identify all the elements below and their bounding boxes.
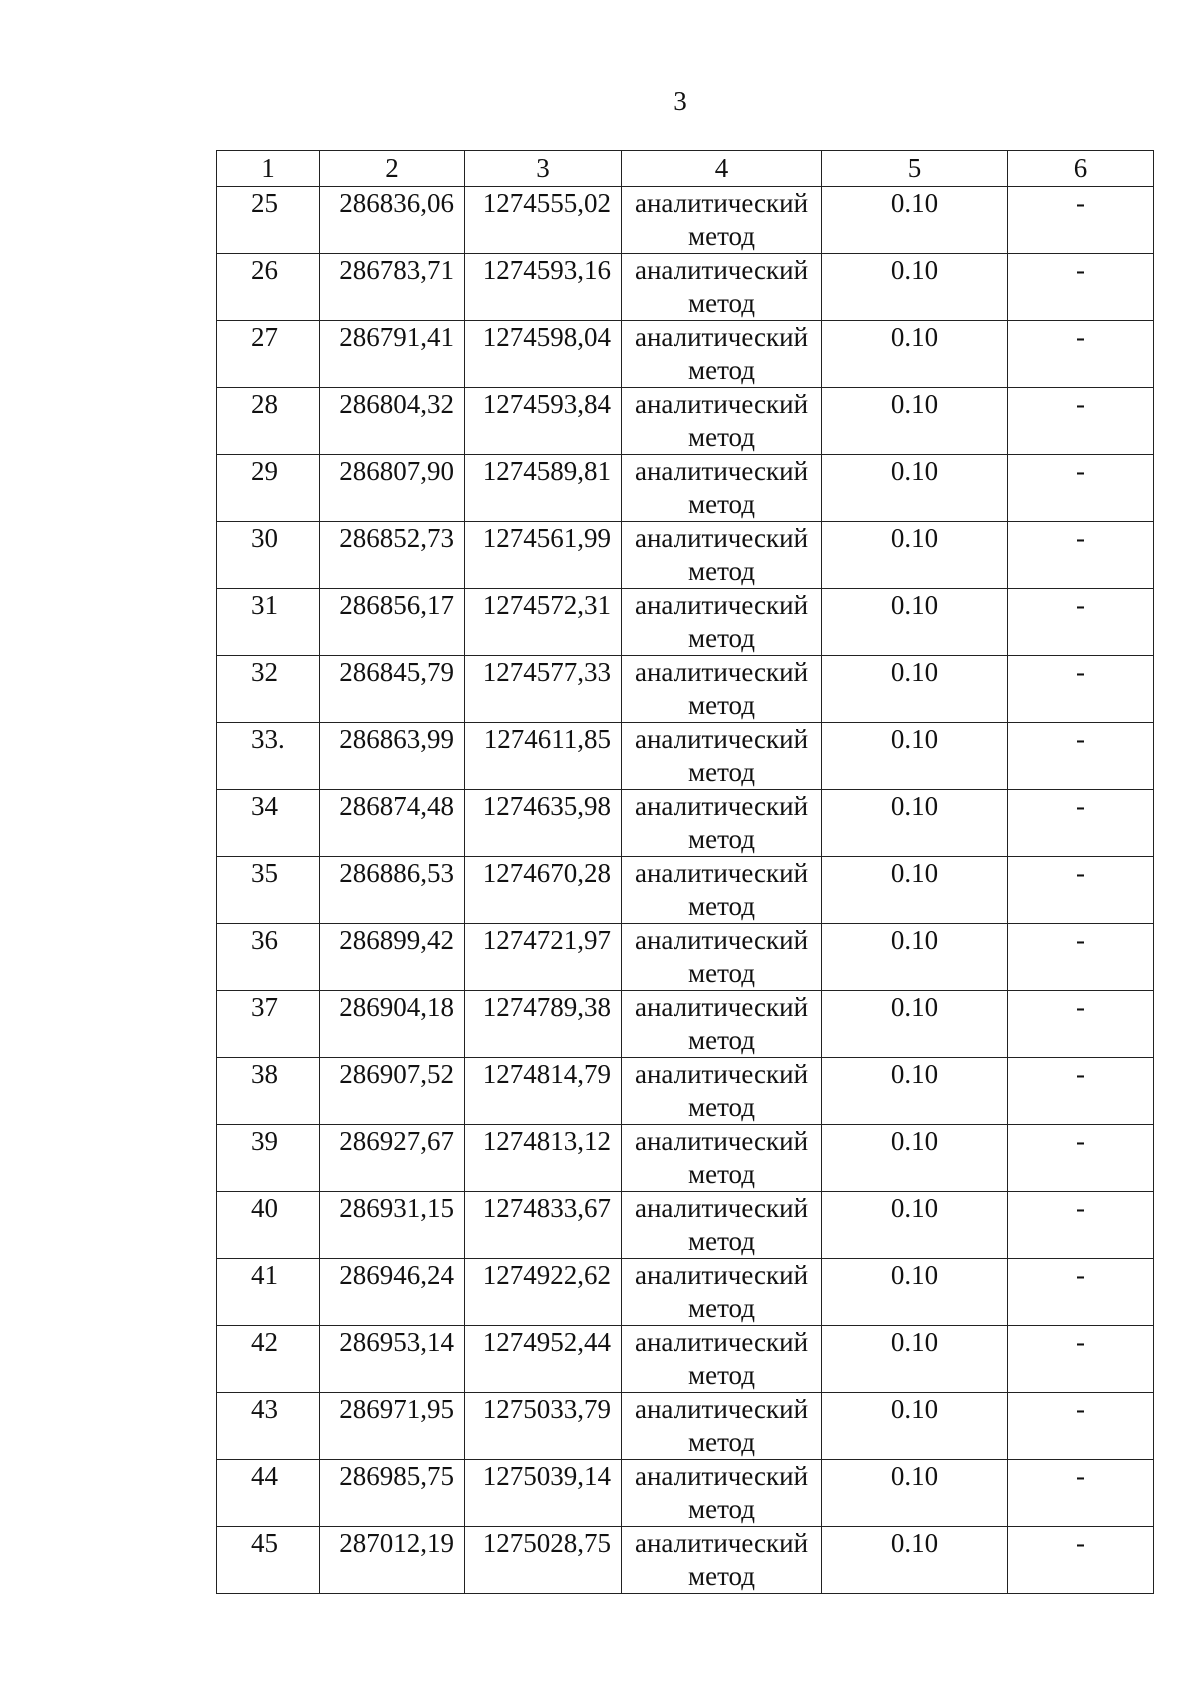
method-cell: аналитический метод (622, 1125, 822, 1192)
method-cell: аналитический метод (622, 522, 822, 589)
method-cell: аналитический метод (622, 1393, 822, 1460)
coordinate-x-cell: 286845,79 (320, 656, 465, 723)
note-cell: - (1008, 522, 1154, 589)
method-cell: аналитический метод (622, 1259, 822, 1326)
coordinate-x-cell: 286807,90 (320, 455, 465, 522)
point-number-cell: 27 (217, 321, 320, 388)
note-cell: - (1008, 790, 1154, 857)
coordinate-y-cell: 1274593,84 (465, 388, 622, 455)
table-row (217, 790, 1154, 857)
method-cell: аналитический метод (622, 1460, 822, 1527)
point-number-cell: 35 (217, 857, 320, 924)
method-cell: аналитический метод (622, 455, 822, 522)
coordinate-y-cell: 1274833,67 (465, 1192, 622, 1259)
coordinate-y-cell: 1274611,85 (465, 723, 622, 790)
method-cell: аналитический метод (622, 991, 822, 1058)
table-row (217, 321, 1154, 388)
method-cell: аналитический метод (622, 1192, 822, 1259)
coordinate-y-cell: 1274813,12 (465, 1125, 622, 1192)
note-cell: - (1008, 1192, 1154, 1259)
table-row (217, 187, 1154, 254)
coordinate-x-cell: 286852,73 (320, 522, 465, 589)
coordinate-y-cell: 1274577,33 (465, 656, 622, 723)
point-number-cell: 41 (217, 1259, 320, 1326)
table-row (217, 924, 1154, 991)
table-row (217, 522, 1154, 589)
note-cell: - (1008, 1259, 1154, 1326)
accuracy-cell: 0.10 (822, 991, 1008, 1058)
coordinate-x-cell: 286836,06 (320, 187, 465, 254)
method-cell: аналитический метод (622, 924, 822, 991)
point-number-cell: 43 (217, 1393, 320, 1460)
coordinate-x-cell: 286783,71 (320, 254, 465, 321)
note-cell: - (1008, 723, 1154, 790)
accuracy-cell: 0.10 (822, 656, 1008, 723)
note-cell: - (1008, 589, 1154, 656)
method-cell: аналитический метод (622, 254, 822, 321)
accuracy-cell: 0.10 (822, 924, 1008, 991)
point-number-cell: 33. (217, 723, 320, 790)
note-cell: - (1008, 924, 1154, 991)
method-cell: аналитический метод (622, 388, 822, 455)
coordinate-y-cell: 1274789,38 (465, 991, 622, 1058)
accuracy-cell: 0.10 (822, 1259, 1008, 1326)
table-row (217, 991, 1154, 1058)
note-cell: - (1008, 1393, 1154, 1460)
table-row (217, 1192, 1154, 1259)
point-number-cell: 45 (217, 1527, 320, 1594)
coordinate-x-cell: 286953,14 (320, 1326, 465, 1393)
coordinate-x-cell: 286886,53 (320, 857, 465, 924)
method-cell: аналитический метод (622, 1058, 822, 1125)
table-row (217, 1527, 1154, 1594)
accuracy-cell: 0.10 (822, 589, 1008, 656)
note-cell: - (1008, 1058, 1154, 1125)
coordinate-y-cell: 1274814,79 (465, 1058, 622, 1125)
table-row (217, 455, 1154, 522)
point-number-cell: 26 (217, 254, 320, 321)
table-row (217, 857, 1154, 924)
method-cell: аналитический метод (622, 1326, 822, 1393)
note-cell: - (1008, 1460, 1154, 1527)
accuracy-cell: 0.10 (822, 254, 1008, 321)
coordinate-y-cell: 1274952,44 (465, 1326, 622, 1393)
coordinate-x-cell: 286856,17 (320, 589, 465, 656)
table-row (217, 589, 1154, 656)
coordinate-y-cell: 1274721,97 (465, 924, 622, 991)
coordinate-x-cell: 286907,52 (320, 1058, 465, 1125)
accuracy-cell: 0.10 (822, 857, 1008, 924)
note-cell: - (1008, 388, 1154, 455)
accuracy-cell: 0.10 (822, 455, 1008, 522)
table-row (217, 723, 1154, 790)
point-number-cell: 31 (217, 589, 320, 656)
coordinate-y-cell: 1275039,14 (465, 1460, 622, 1527)
coordinate-y-cell: 1274572,31 (465, 589, 622, 656)
method-cell: аналитический метод (622, 321, 822, 388)
coordinate-x-cell: 286904,18 (320, 991, 465, 1058)
note-cell: - (1008, 455, 1154, 522)
coordinate-x-cell: 286971,95 (320, 1393, 465, 1460)
column-header-4: 4 (622, 151, 822, 187)
coordinate-x-cell: 287012,19 (320, 1527, 465, 1594)
coordinate-x-cell: 286927,67 (320, 1125, 465, 1192)
accuracy-cell: 0.10 (822, 388, 1008, 455)
table-row (217, 1259, 1154, 1326)
coordinate-y-cell: 1274593,16 (465, 254, 622, 321)
coordinate-x-cell: 286985,75 (320, 1460, 465, 1527)
coordinate-y-cell: 1275033,79 (465, 1393, 622, 1460)
note-cell: - (1008, 321, 1154, 388)
note-cell: - (1008, 1527, 1154, 1594)
method-cell: аналитический метод (622, 589, 822, 656)
point-number-cell: 39 (217, 1125, 320, 1192)
point-number-cell: 36 (217, 924, 320, 991)
method-cell: аналитический метод (622, 857, 822, 924)
coordinate-x-cell: 286899,42 (320, 924, 465, 991)
table-row (217, 1460, 1154, 1527)
note-cell: - (1008, 991, 1154, 1058)
accuracy-cell: 0.10 (822, 1192, 1008, 1259)
coordinate-y-cell: 1274635,98 (465, 790, 622, 857)
table-header-row (217, 151, 1154, 187)
coordinate-x-cell: 286863,99 (320, 723, 465, 790)
table-row (217, 1058, 1154, 1125)
accuracy-cell: 0.10 (822, 1393, 1008, 1460)
table-row (217, 1125, 1154, 1192)
table-row (217, 388, 1154, 455)
accuracy-cell: 0.10 (822, 1125, 1008, 1192)
column-header-2: 2 (320, 151, 465, 187)
point-number-cell: 29 (217, 455, 320, 522)
accuracy-cell: 0.10 (822, 321, 1008, 388)
note-cell: - (1008, 1125, 1154, 1192)
point-number-cell: 40 (217, 1192, 320, 1259)
accuracy-cell: 0.10 (822, 1058, 1008, 1125)
accuracy-cell: 0.10 (822, 723, 1008, 790)
coordinate-x-cell: 286931,15 (320, 1192, 465, 1259)
note-cell: - (1008, 857, 1154, 924)
method-cell: аналитический метод (622, 790, 822, 857)
point-number-cell: 37 (217, 991, 320, 1058)
accuracy-cell: 0.10 (822, 1460, 1008, 1527)
point-number-cell: 32 (217, 656, 320, 723)
point-number-cell: 25 (217, 187, 320, 254)
coordinate-y-cell: 1275028,75 (465, 1527, 622, 1594)
method-cell: аналитический метод (622, 656, 822, 723)
note-cell: - (1008, 254, 1154, 321)
method-cell: аналитический метод (622, 187, 822, 254)
coordinate-y-cell: 1274555,02 (465, 187, 622, 254)
coordinate-y-cell: 1274561,99 (465, 522, 622, 589)
note-cell: - (1008, 187, 1154, 254)
coordinates-table (216, 150, 1154, 1594)
accuracy-cell: 0.10 (822, 187, 1008, 254)
column-header-3: 3 (465, 151, 622, 187)
accuracy-cell: 0.10 (822, 790, 1008, 857)
table-row (217, 1393, 1154, 1460)
table-body (217, 187, 1154, 1594)
coordinate-y-cell: 1274589,81 (465, 455, 622, 522)
note-cell: - (1008, 656, 1154, 723)
accuracy-cell: 0.10 (822, 1527, 1008, 1594)
method-cell: аналитический метод (622, 1527, 822, 1594)
accuracy-cell: 0.10 (822, 522, 1008, 589)
page-number: 3 (673, 86, 687, 116)
point-number-cell: 34 (217, 790, 320, 857)
column-header-6: 6 (1008, 151, 1154, 187)
coordinate-y-cell: 1274922,62 (465, 1259, 622, 1326)
column-header-5: 5 (822, 151, 1008, 187)
table-row (217, 656, 1154, 723)
column-header-1: 1 (217, 151, 320, 187)
coordinate-y-cell: 1274670,28 (465, 857, 622, 924)
table-row (217, 1326, 1154, 1393)
accuracy-cell: 0.10 (822, 1326, 1008, 1393)
point-number-cell: 28 (217, 388, 320, 455)
point-number-cell: 38 (217, 1058, 320, 1125)
note-cell: - (1008, 1326, 1154, 1393)
point-number-cell: 44 (217, 1460, 320, 1527)
point-number-cell: 30 (217, 522, 320, 589)
method-cell: аналитический метод (622, 723, 822, 790)
coordinate-x-cell: 286791,41 (320, 321, 465, 388)
coordinate-y-cell: 1274598,04 (465, 321, 622, 388)
table-row (217, 254, 1154, 321)
coordinate-x-cell: 286946,24 (320, 1259, 465, 1326)
coordinate-x-cell: 286804,32 (320, 388, 465, 455)
point-number-cell: 42 (217, 1326, 320, 1393)
coordinate-x-cell: 286874,48 (320, 790, 465, 857)
